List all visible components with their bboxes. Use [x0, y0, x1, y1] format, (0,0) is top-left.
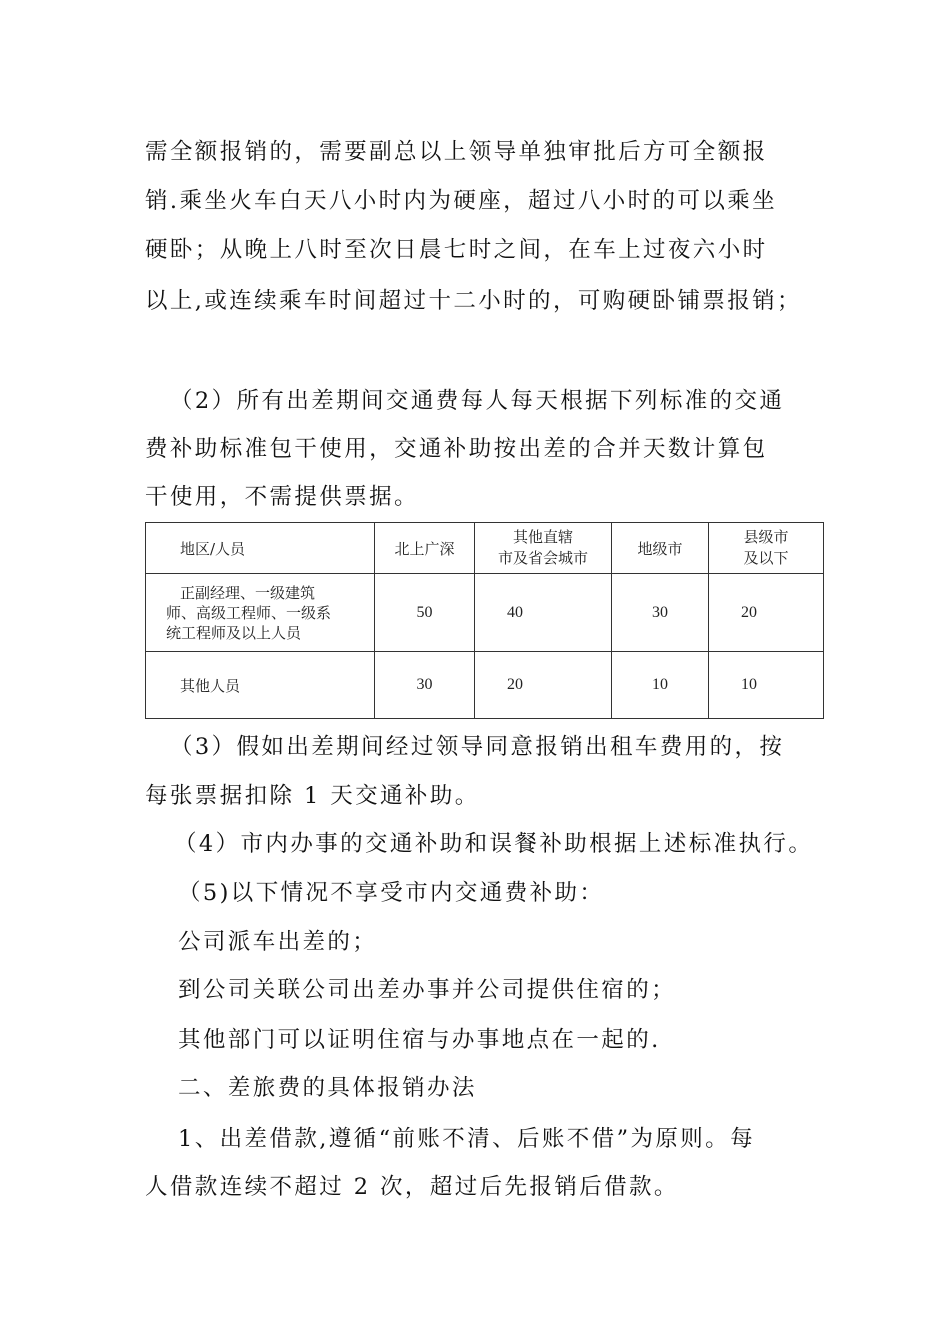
header-cell: 地区/人员	[146, 523, 375, 574]
body-text-line: 公司派车出差的；	[178, 929, 378, 955]
header-cell: 地级市	[612, 523, 709, 574]
body-text-line: 1、出差借款,遵循“前账不清、后账不借”为原则。每	[178, 1126, 755, 1152]
body-text-line: 其他部门可以证明住宿与办事地点在一起的.	[178, 1027, 661, 1053]
body-text-line: （2）所有出差期间交通费每人每天根据下列标准的交通	[170, 388, 785, 414]
body-text-line: （4）市内办事的交通补助和误餐补助根据上述标准执行。	[174, 831, 814, 857]
body-text-line: （5)以下情况不享受市内交通费补助：	[178, 880, 605, 906]
subsidy-table	[145, 522, 824, 719]
header-cell	[475, 523, 612, 574]
header-cell	[709, 523, 824, 574]
body-text-line: 每张票据扣除 1 天交通补助。	[145, 783, 480, 809]
body-text-line: （3）假如出差期间经过领导同意报销出租车费用的，按	[170, 734, 785, 760]
body-text-line: 干使用，不需提供票据。	[145, 484, 419, 510]
table-header-row	[146, 523, 824, 574]
section-heading: 二、差旅费的具体报销办法	[178, 1075, 477, 1101]
table-cell: 10	[709, 652, 824, 719]
body-text-line: 人借款连续不超过 2 次，超过后先报销后借款。	[145, 1174, 679, 1200]
header-cell-line: 及以下	[743, 549, 789, 567]
row-label: 其他人员	[146, 652, 375, 719]
table-cell: 30	[612, 574, 709, 652]
body-text-line: 需全额报销的，需要副总以上领导单独审批后方可全额报	[145, 139, 768, 165]
header-cell-line: 市及省会城市	[497, 549, 588, 567]
body-text-line: 销.乘坐火车白天八小时内为硬座，超过八小时的可以乘坐	[145, 188, 778, 214]
table-cell: 10	[612, 652, 709, 719]
row-label-line: 师、高级工程师、一级系	[166, 603, 332, 622]
table-cell: 30	[375, 652, 475, 719]
body-text-line: 到公司关联公司出差办事并公司提供住宿的；	[178, 977, 677, 1003]
table-cell: 40	[475, 574, 612, 652]
row-label	[146, 574, 375, 652]
table-cell: 50	[375, 574, 475, 652]
table-row	[146, 652, 824, 719]
table-cell: 20	[709, 574, 824, 652]
table-row	[146, 574, 824, 652]
table-cell: 20	[475, 652, 612, 719]
body-text-line: 硬卧；从晚上八时至次日晨七时之间，在车上过夜六小时	[145, 237, 768, 263]
body-text-line: 费补助标准包干使用，交通补助按出差的合并天数计算包	[145, 436, 768, 462]
row-label-line: 正副经理、一级建筑	[180, 583, 316, 602]
header-cell-line: 县级市	[743, 528, 789, 546]
row-label-line: 统工程师及以上人员	[166, 623, 302, 642]
body-text-line: 以上,或连续乘车时间超过十二小时的，可购硬卧铺票报销；	[145, 288, 802, 314]
header-cell: 北上广深	[375, 523, 475, 574]
header-cell-line: 其他直辖	[512, 528, 573, 546]
